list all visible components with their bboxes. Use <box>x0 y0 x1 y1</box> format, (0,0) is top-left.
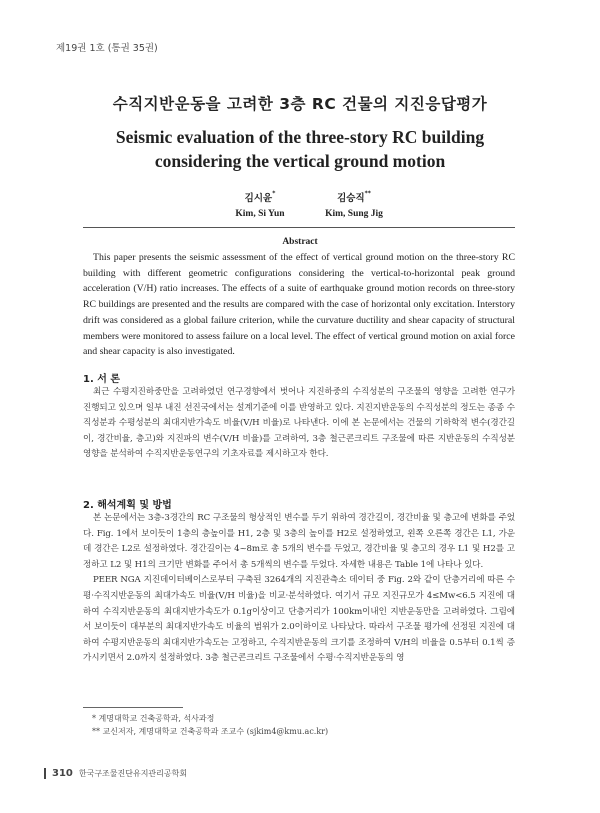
section-1-body <box>83 385 515 463</box>
abstract-heading: Abstract <box>282 237 318 247</box>
author-1-english: Kim, Si Yun <box>235 209 285 219</box>
section-2-heading: 2. 해석계획 및 방법 <box>83 500 172 511</box>
author-2-english: Kim, Sung Jig <box>325 209 383 219</box>
korean-title: 수직지반운동을 고려한 3층 RC 건물의 지진응답평가 <box>112 95 488 113</box>
footnote-2: ** 교신저자, 계명대학교 건축공학과 조교수 (sjkim4@kmu.ac.kr) <box>92 727 329 736</box>
section-1-paragraph: 최근 수평지진하중만을 고려하였던 연구경향에서 벗어나 지진하중의 수직성분의 구조물의 영향을 고려한 연구가 진행되고 있으며 일부 내진 선진국에서는 설계기준에 이를 반영하고 있다. 지진지반운동의 수직성분의 정도는 종종 수직성분과 수평성분의 최대지반가속도 비율(V/H 비율)로 나타낸다. 이에 본 논문에서는 건물의 기하학적 변수(경간길이, 경간비율, 층고)와 지진파의 변수(V/H 비율)를 고려하여, 3층 철근콘크리트 구조물에 따른 지반운동의 수직성분 영향을 분석하여 수직지반운동연구의 기초자료를 제시하고자 한다. <box>83 387 515 460</box>
journal-volume: 제19권 1호 (통권 35권) <box>56 43 158 54</box>
author-2-korean: 김승직 <box>337 193 365 204</box>
section-1-heading: 1. 서 론 <box>83 374 121 385</box>
journal-name: 한국구조물진단유지관리공학회 <box>78 769 188 778</box>
author-1-korean: 김시윤 <box>244 193 273 204</box>
author-2 <box>309 190 399 219</box>
header-divider <box>83 227 515 228</box>
author-2-mark: ** <box>364 190 371 197</box>
section-2-body <box>83 511 515 667</box>
english-title-line-1: Seismic evaluation of the three-story RC building <box>115 127 485 147</box>
section-2-paragraph-2: PEER NGA 지진데이터베이스로부터 구축된 3264개의 지진관측소 데이터 중 Fig. 2와 같이 단층거리에 따른 수평·수직지반운동의 최대가속도 비율(V/H 비율)을 비교·분석하였다. 여기서 규모 지진규모가 4≤Mw<6.5 지진에 대하여 수직지반운동의 최대지반가속도가 0.1g이상이고 단층거리가 100km이내인 지반운동만을 고려하였다. 그림에서 보이듯이 대부분의 최대지반가속도 비율의 범위가 2.0이하이로 나타났다. 따라서 구조물 평가에 선정된 지진에 대하여 수평지반운동의 최대지반가속도는 고정하고, 수직지반운동의 크기를 조정하여 V/H의 비율을 0.5부터 0.1씩 증가시키면서 2.0까지 설정하였다. 3층 철근콘크리트 구조물에서 수평·수직지반운동의 영 <box>83 575 515 664</box>
english-title <box>0 125 600 173</box>
english-title-line-2: considering the vertical ground motion <box>154 151 446 171</box>
author-1 <box>215 190 305 219</box>
footnote-divider <box>83 707 183 708</box>
page-number: 310 <box>44 768 73 779</box>
abstract-text: This paper presents the seismic assessment of the effect of vertical ground motion on the three-story RC building with different geometric configurations considering the vertical-to-horizontal peak ground acceleration (V/H) ratio increases. The effects of a suite of earthquake ground motion records on three-story RC buildings are presented and the results are compared with the case of horizontal only excitation. Interstory drift was considered as a global failure criterion, while the curvature ductility and shear capacity of structural members were monitored to assess failure on a local level. The effect of vertical ground motion on axial force and shear capacity is also investigated. <box>83 252 515 358</box>
author-1-mark: * <box>272 190 276 197</box>
page-footer <box>44 761 187 780</box>
footnote-1: * 계명대학교 건축공학과, 석사과정 <box>92 714 215 723</box>
section-2-paragraph-1: 본 논문에서는 3층-3경간의 RC 구조물의 형상적인 변수를 두기 위하여 경간길이, 경간비율 및 층고에 변화를 주었다. Fig. 1에서 보이듯이 1층의 층높이를 H1, 2층 및 3층의 높이를 H2로 설정하였고, 왼쪽 오른쪽 경간은 L1, 가운데 경간은 L2로 설정하였다. 경간길이는 4~8m로 총 5개의 변수를 두었고, 경간비율 및 층고의 경우 L1 및 H2를 고정하고 L2 및 H1의 크기만 변화를 주어서 총 5개씩의 변수를 두었다. 자세한 내용은 Table 1에 나타나 있다. <box>83 513 515 570</box>
